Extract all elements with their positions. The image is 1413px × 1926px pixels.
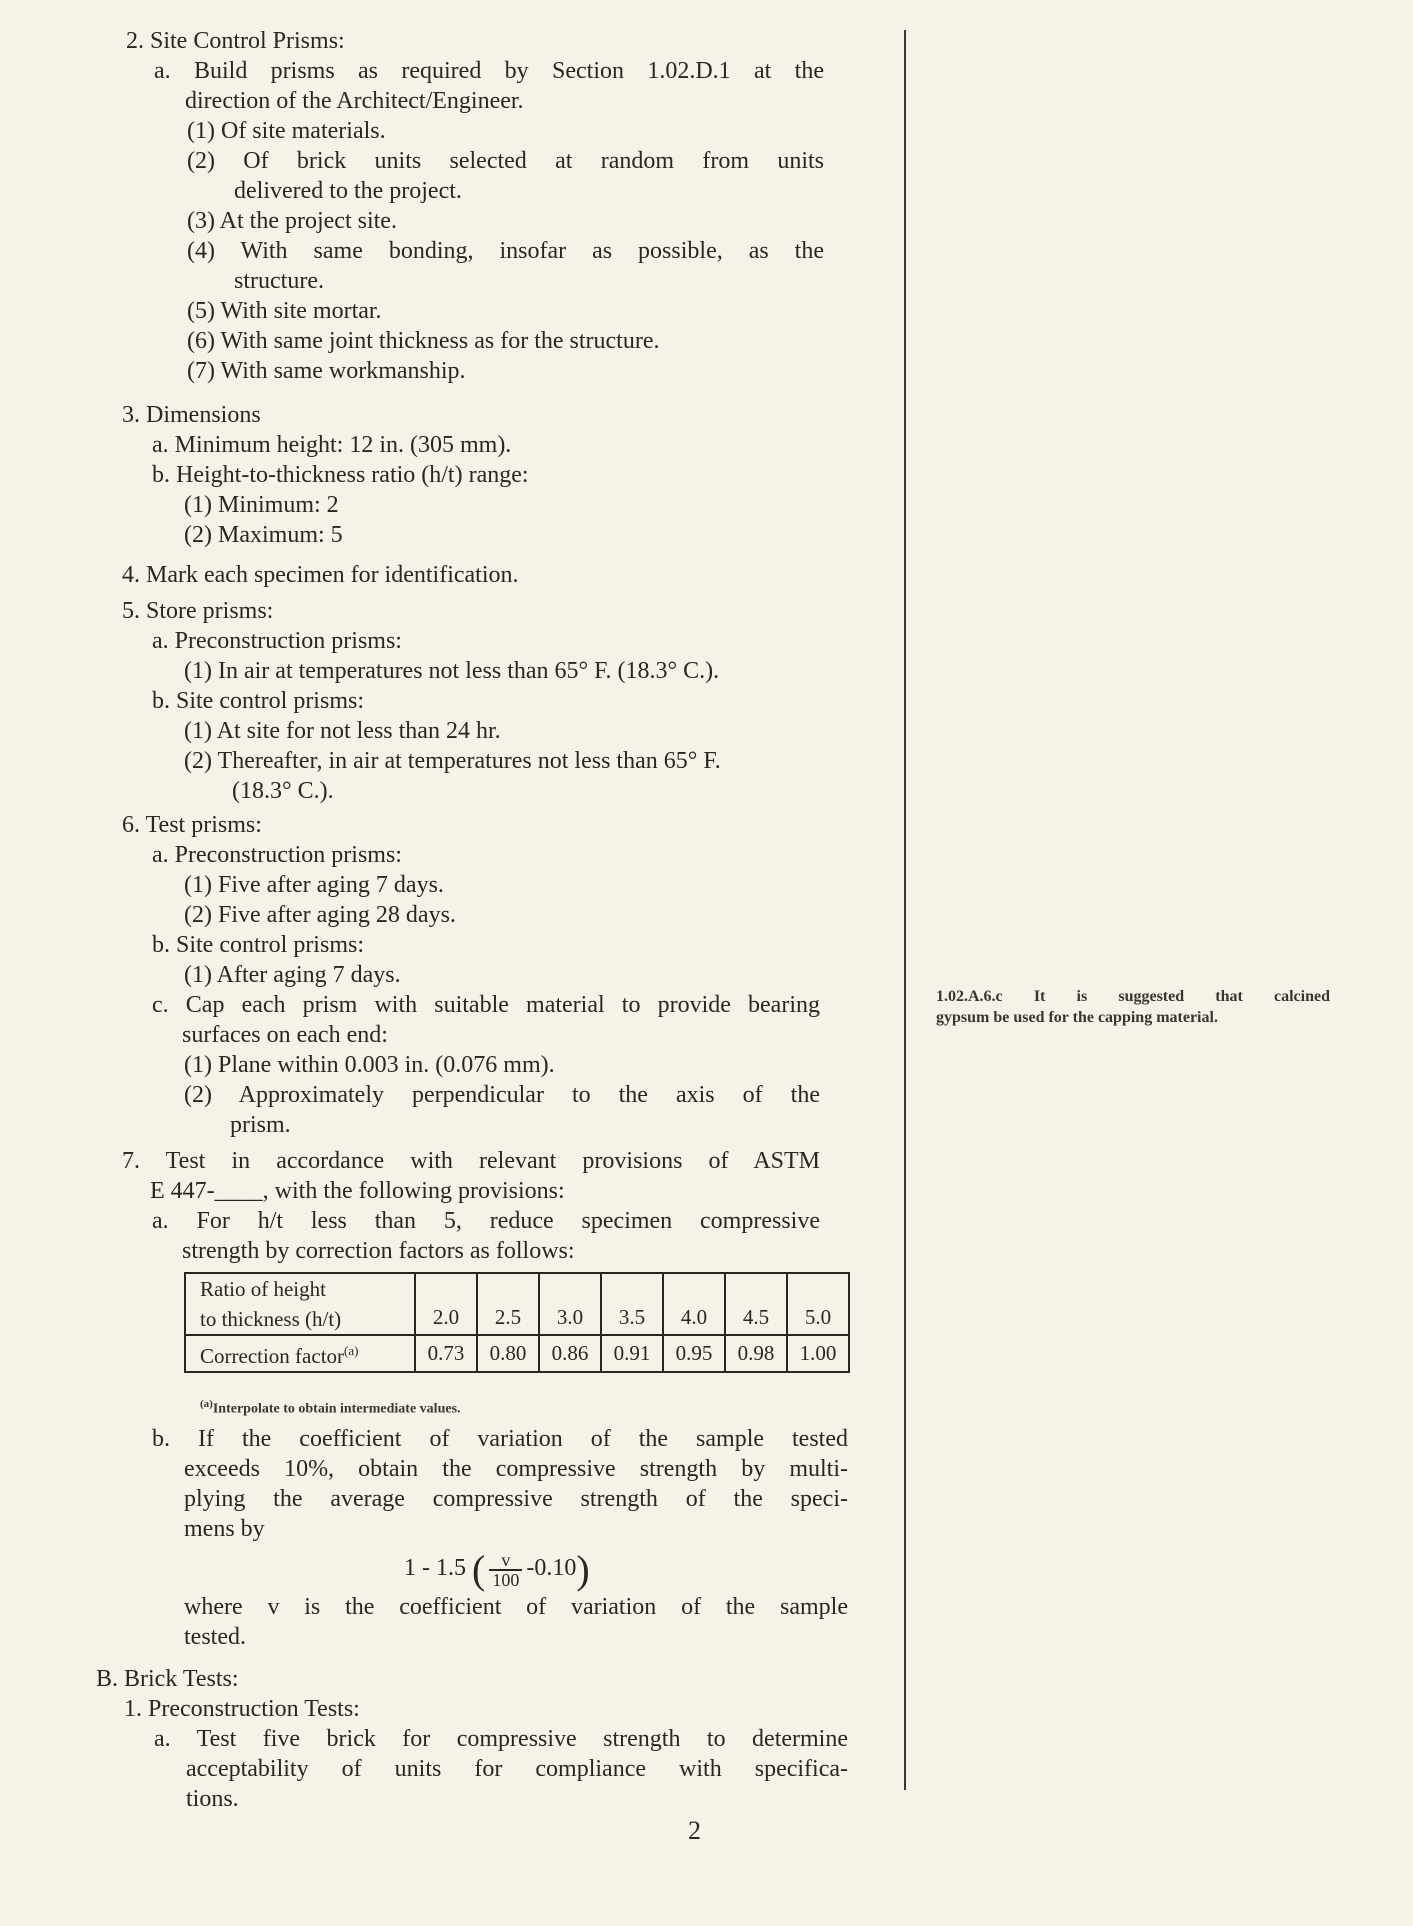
- section-3b: b. Height-to-thickness ratio (h/t) range:: [152, 462, 529, 488]
- margin-note: [936, 986, 1330, 1028]
- section-7b-line1: b. If the coefficient of variation of the sample tested: [152, 1426, 848, 1452]
- margin-note-line2: gypsum be used for the capping material.: [936, 1009, 1218, 1026]
- section-7a-line1: a. For h/t less than 5, reduce specimen compressive: [152, 1208, 820, 1234]
- section-6c-line2: surfaces on each end:: [182, 1022, 388, 1048]
- section-7b-where-line1: where v is the coefficient of variation of the sample: [184, 1594, 848, 1620]
- item-2a5: (5) With site mortar.: [187, 298, 382, 324]
- item-6b1: (1) After aging 7 days.: [184, 962, 401, 988]
- item-6c2-line2: prism.: [230, 1112, 291, 1138]
- ratio-label-line1: Ratio of height: [200, 1277, 326, 1301]
- footnote-mark: (a): [200, 1398, 213, 1410]
- factor-cell: 0.80: [477, 1335, 539, 1372]
- item-2a3: (3) At the project site.: [187, 208, 397, 234]
- item-5b2-line1: (2) Thereafter, in air at temperatures not less than 65° F.: [184, 748, 721, 774]
- ratio-cell: 2.0: [415, 1273, 477, 1335]
- table-row-ratio: [185, 1273, 849, 1335]
- factor-cell: 0.95: [663, 1335, 725, 1372]
- section-6c-line1: c. Cap each prism with suitable material to provide bearing: [152, 992, 820, 1018]
- section-3a: a. Minimum height: 12 in. (305 mm).: [152, 432, 512, 458]
- section-7b-line4: mens by: [184, 1516, 265, 1542]
- section-7-line2: E 447-____, with the following provisions:: [150, 1178, 565, 1204]
- section-6b: b. Site control prisms:: [152, 932, 364, 958]
- ratio-row-label: [185, 1273, 415, 1335]
- correction-formula: [404, 1546, 590, 1593]
- section-b1a-line2: acceptability of units for compliance with specifica-: [186, 1756, 848, 1782]
- factor-label-footnote-mark: (a): [344, 1343, 359, 1358]
- section-7b-line3: plying the average compressive strength of the speci-: [184, 1486, 848, 1512]
- item-5a1: (1) In air at temperatures not less than 65° F. (18.3° C.).: [184, 658, 720, 684]
- formula-open-paren: (: [472, 1547, 486, 1592]
- footnote-text: Interpolate to obtain intermediate values.: [212, 1401, 461, 1417]
- section-b1a-line3: tions.: [186, 1786, 239, 1812]
- section-3-heading: 3. Dimensions: [122, 402, 261, 428]
- item-2a1: (1) Of site materials.: [187, 118, 386, 144]
- ratio-cell: 4.5: [725, 1273, 787, 1335]
- item-6c1: (1) Plane within 0.003 in. (0.076 mm).: [184, 1052, 555, 1078]
- ratio-cell: 4.0: [663, 1273, 725, 1335]
- factor-cell: 0.98: [725, 1335, 787, 1372]
- section-5b: b. Site control prisms:: [152, 688, 364, 714]
- section-2a-line1: a. Build prisms as required by Section 1.02.D.1 at the: [154, 58, 824, 84]
- item-3b2: (2) Maximum: 5: [184, 522, 343, 548]
- ratio-cell: 3.5: [601, 1273, 663, 1335]
- formula-suffix: -0.10: [526, 1555, 577, 1582]
- formula-numerator: v: [489, 1551, 522, 1571]
- section-b1-heading: 1. Preconstruction Tests:: [124, 1696, 360, 1722]
- ratio-cell: 2.5: [477, 1273, 539, 1335]
- factor-cell: 0.73: [415, 1335, 477, 1372]
- table-row-factor: [185, 1335, 849, 1372]
- section-7b-line2: exceeds 10%, obtain the compressive strength by multi-: [184, 1456, 848, 1482]
- item-6a1: (1) Five after aging 7 days.: [184, 872, 444, 898]
- section-b-heading: B. Brick Tests:: [96, 1666, 239, 1692]
- formula-close-paren: ): [576, 1547, 590, 1592]
- item-5b2-line2: (18.3° C.).: [232, 778, 334, 804]
- item-2a2-line2: delivered to the project.: [234, 178, 462, 204]
- section-4: 4. Mark each specimen for identification.: [122, 562, 519, 588]
- item-5b1: (1) At site for not less than 24 hr.: [184, 718, 501, 744]
- item-6a2: (2) Five after aging 28 days.: [184, 902, 456, 928]
- section-7b-where-line2: tested.: [184, 1624, 246, 1650]
- section-5-heading: 5. Store prisms:: [122, 598, 274, 624]
- item-6c2-line1: (2) Approximately perpendicular to the axis of the: [184, 1082, 820, 1108]
- section-6a: a. Preconstruction prisms:: [152, 842, 402, 868]
- factor-row-label: [185, 1335, 415, 1372]
- item-2a2-line1: (2) Of brick units selected at random from units: [187, 148, 824, 174]
- ratio-cell: 3.0: [539, 1273, 601, 1335]
- section-7a-line2: strength by correction factors as follows:: [182, 1238, 575, 1264]
- section-7-line1: 7. Test in accordance with relevant provisions of ASTM: [122, 1148, 820, 1174]
- margin-note-line1: 1.02.A.6.c It is suggested that calcined: [936, 988, 1330, 1005]
- factor-label: Correction factor: [200, 1344, 345, 1368]
- item-2a6: (6) With same joint thickness as for the structure.: [187, 328, 660, 354]
- item-2a4-line1: (4) With same bonding, insofar as possible, as the: [187, 238, 824, 264]
- correction-factor-table: [184, 1272, 850, 1373]
- section-b1a-line1: a. Test five brick for compressive strength to determine: [154, 1726, 848, 1752]
- factor-cell: 0.86: [539, 1335, 601, 1372]
- item-2a7: (7) With same workmanship.: [187, 358, 466, 384]
- factor-cell: 1.00: [787, 1335, 849, 1372]
- item-3b1: (1) Minimum: 2: [184, 492, 339, 518]
- formula-prefix: 1 - 1.5: [404, 1555, 466, 1582]
- ratio-label-line2: to thickness (h/t): [200, 1307, 342, 1331]
- formula-denominator: 100: [492, 1569, 520, 1590]
- item-2a4-line2: structure.: [234, 268, 324, 294]
- factor-cell: 0.91: [601, 1335, 663, 1372]
- formula-fraction: [489, 1551, 522, 1589]
- ratio-cell: 5.0: [787, 1273, 849, 1335]
- table-footnote: [200, 1398, 461, 1418]
- section-2-heading: 2. Site Control Prisms:: [126, 28, 345, 54]
- column-divider: [904, 30, 906, 1790]
- section-5a: a. Preconstruction prisms:: [152, 628, 402, 654]
- section-2a-line2: direction of the Architect/Engineer.: [185, 88, 524, 114]
- page-number: 2: [688, 1816, 701, 1845]
- section-6-heading: 6. Test prisms:: [122, 812, 262, 838]
